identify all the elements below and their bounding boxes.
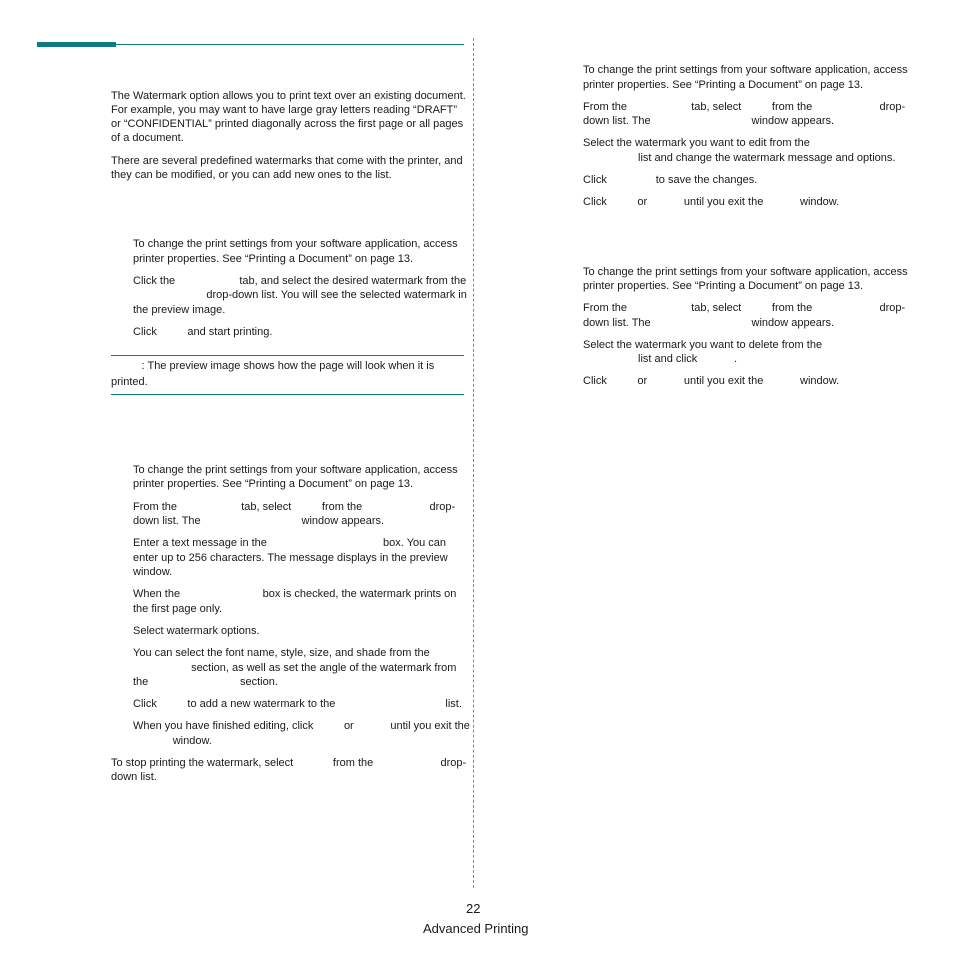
use-step-2: Click the tab, and select the desired watermark from the (133, 275, 467, 287)
create-step-1: printer properties. See “Printing a Document” on page 13. (133, 478, 414, 490)
header-accent-bar (37, 42, 116, 47)
intro-line: they can be modified, or you can add new ones to the list. (111, 169, 392, 181)
delete-step-3: Select the watermark you want to delete from the (583, 339, 823, 351)
stop-text: To stop printing the watermark, select from the drop- (111, 757, 467, 769)
create-step-2: From the tab, select from the drop- (133, 501, 456, 513)
chapter-title: Advanced Printing (423, 921, 529, 936)
create-step-5-detail: the section. (133, 676, 278, 688)
create-step-7: window. (133, 735, 212, 747)
create-step-3: Enter a text message in the box. You can (133, 537, 447, 549)
delete-step-3: list and click . (583, 353, 738, 365)
delete-step-4: Click or until you exit the window. (583, 375, 840, 387)
note-bottom-rule (111, 394, 464, 395)
delete-step-1: To change the print settings from your software application, access (583, 266, 908, 278)
note-top-rule (111, 355, 464, 356)
note-text: : The preview image shows how the page will look when it is (111, 360, 435, 372)
create-step-3: window. (133, 566, 173, 578)
edit-step-5: Click or until you exit the window. (583, 196, 840, 208)
create-step-2: down list. The window appears. (133, 515, 385, 527)
create-step-1: To change the print settings from your software application, access (133, 464, 458, 476)
stop-text: down list. (111, 771, 157, 783)
edit-step-1: To change the print settings from your software application, access (583, 64, 908, 76)
create-step-7: When you have finished editing, click or until you exit the (133, 720, 470, 732)
use-step-1: printer properties. See “Printing a Document” on page 13. (133, 253, 414, 265)
create-step-6: Click to add a new watermark to the list. (133, 698, 462, 710)
page-number: 22 (466, 901, 481, 916)
delete-step-2: From the tab, select from the drop- (583, 302, 906, 314)
edit-step-2: down list. The window appears. (583, 115, 835, 127)
header-rule (116, 44, 464, 45)
create-step-3: enter up to 256 characters. The message displays in the preview (133, 552, 448, 564)
intro-line: The Watermark option allows you to print text over an existing document. (111, 90, 466, 102)
create-step-4: When the box is checked, the watermark prints on (133, 588, 457, 600)
edit-step-3: Select the watermark you want to edit from the (583, 137, 810, 149)
intro-line: or “CONFIDENTIAL” printed diagonally across the first page or all pages (111, 118, 464, 130)
intro-line: For example, you may want to have large gray letters reading “DRAFT” (111, 104, 458, 116)
use-step-2: the preview image. (133, 304, 226, 316)
edit-step-2: From the tab, select from the drop- (583, 101, 906, 113)
create-step-5-detail: section, as well as set the angle of the watermark from (133, 662, 457, 674)
use-step-1: To change the print settings from your software application, access (133, 238, 458, 250)
edit-step-1: printer properties. See “Printing a Document” on page 13. (583, 79, 864, 91)
edit-step-3: list and change the watermark message and options. (583, 152, 896, 164)
intro-line: of a document. (111, 132, 184, 144)
edit-step-4: Click to save the changes. (583, 174, 758, 186)
column-divider (473, 38, 474, 888)
create-step-4: the first page only. (133, 603, 223, 615)
create-step-5: Select watermark options. (133, 625, 260, 637)
create-step-5-detail: You can select the font name, style, size, and shade from the (133, 647, 430, 659)
note-text: printed. (111, 376, 148, 388)
intro-line: There are several predefined watermarks that come with the printer, and (111, 155, 463, 167)
delete-step-2: down list. The window appears. (583, 317, 835, 329)
delete-step-1: printer properties. See “Printing a Document” on page 13. (583, 280, 864, 292)
use-step-2: drop-down list. You will see the selected watermark in (133, 289, 467, 301)
use-step-3: Click and start printing. (133, 326, 273, 338)
